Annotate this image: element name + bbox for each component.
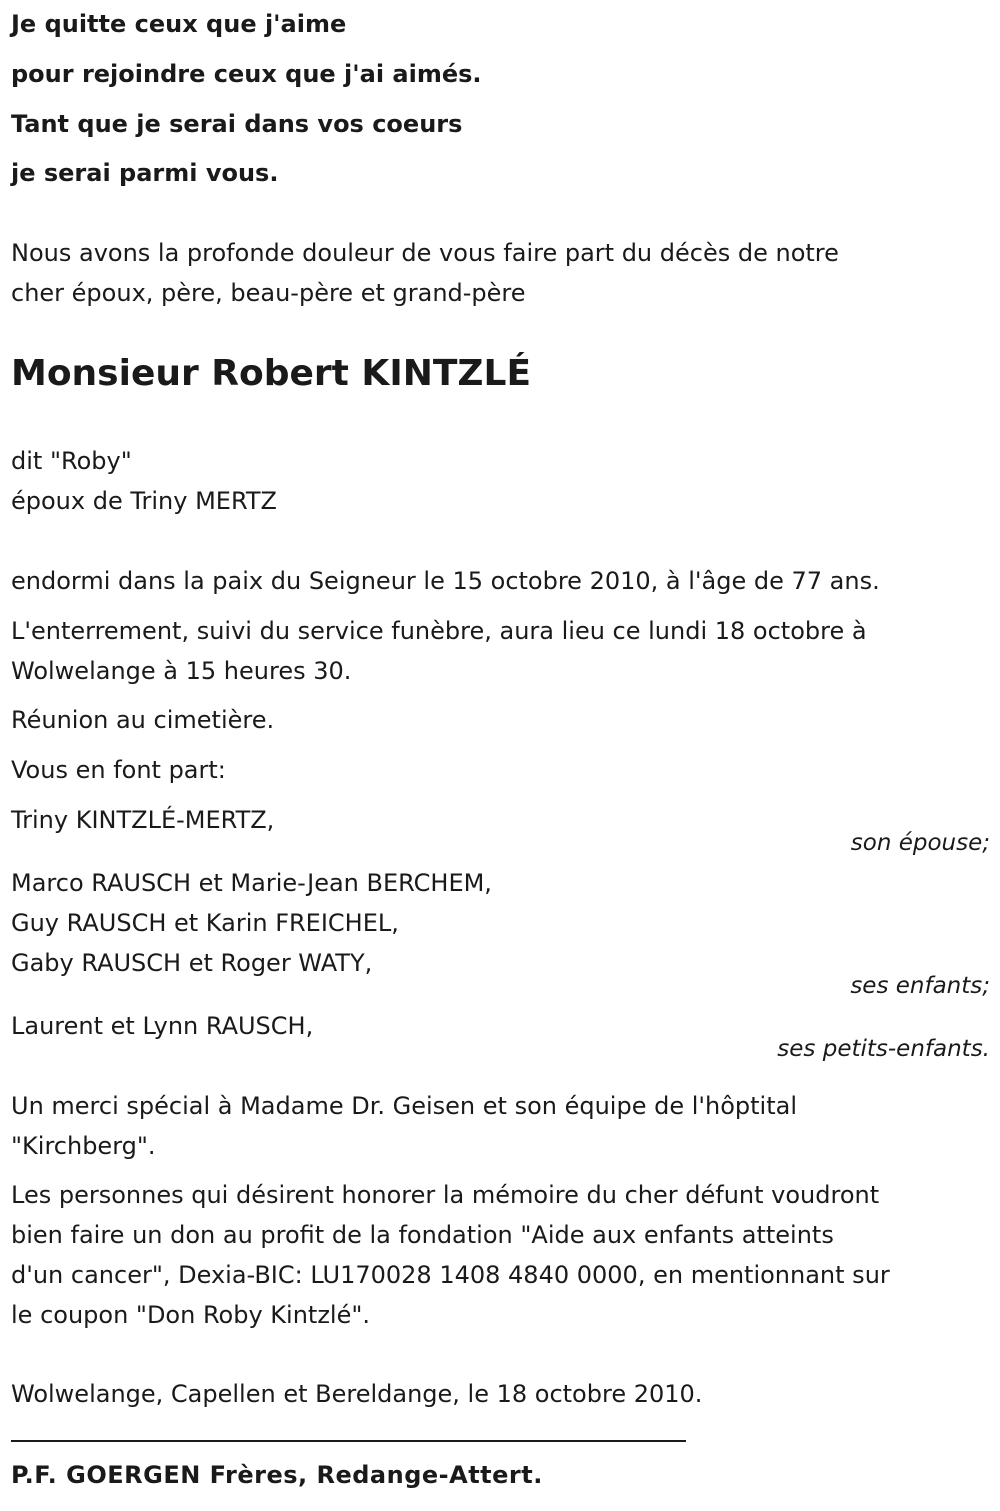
deceased-name: Monsieur Robert KINTZLÉ [11,353,532,394]
death-notice: endormi dans la paix du Seigneur le 15 octobre 2010, à l'âge de 77 ans. [11,567,880,595]
poem-line-2: pour rejoindre ceux que j'ai aimés. [11,60,482,88]
family-child-1: Marco RAUSCH et Marie-Jean BERCHEM, [11,869,492,897]
donation-line-1: Les personnes qui désirent honorer la mémoire du cher défunt voudront [11,1181,880,1209]
donation-line-2: bien faire un don au profit de la fondation "Aide aux enfants atteints [11,1221,834,1249]
donation-line-3: d'un cancer", Dexia-BIC: LU170028 1408 4840 0000, en mentionnant sur [11,1261,890,1289]
nickname: dit "Roby" [11,447,132,475]
intro-line-1: Nous avons la profonde douleur de vous faire part du décès de notre [11,239,839,267]
donation-line-4: le coupon "Don Roby Kintzlé". [11,1301,371,1329]
family-child-3: Gaby RAUSCH et Roger WATY, [11,949,373,977]
family-child-2: Guy RAUSCH et Karin FREICHEL, [11,909,399,937]
funeral-home: P.F. GOERGEN Frères, Redange-Attert. [11,1461,543,1489]
family-wife: Triny KINTZLÉ-MERTZ, [11,806,275,834]
poem-line-4: je serai parmi vous. [11,159,279,187]
place-date: Wolwelange, Capellen et Bereldange, le 18 octobre 2010. [11,1380,703,1408]
wife-role: son épouse; [850,830,990,856]
spouse-line: époux de Triny MERTZ [11,487,277,515]
children-role: ses enfants; [850,973,990,999]
grandchildren-role: ses petits-enfants. [777,1036,990,1062]
footer-divider [11,1440,686,1442]
burial-line-1: L'enterrement, suivi du service funèbre, aura lieu ce lundi 18 octobre à [11,617,867,645]
burial-line-2: Wolwelange à 15 heures 30. [11,657,352,685]
poem-line-1: Je quitte ceux que j'aime [11,10,347,38]
family-grandchildren: Laurent et Lynn RAUSCH, [11,1012,314,1040]
announce-line: Vous en font part: [11,756,226,784]
thanks-line-1: Un merci spécial à Madame Dr. Geisen et son équipe de l'hôptital [11,1092,797,1120]
meeting-line: Réunion au cimetière. [11,706,275,734]
intro-line-2: cher époux, père, beau-père et grand-père [11,279,526,307]
poem-line-3: Tant que je serai dans vos coeurs [11,110,463,138]
thanks-line-2: "Kirchberg". [11,1132,156,1160]
